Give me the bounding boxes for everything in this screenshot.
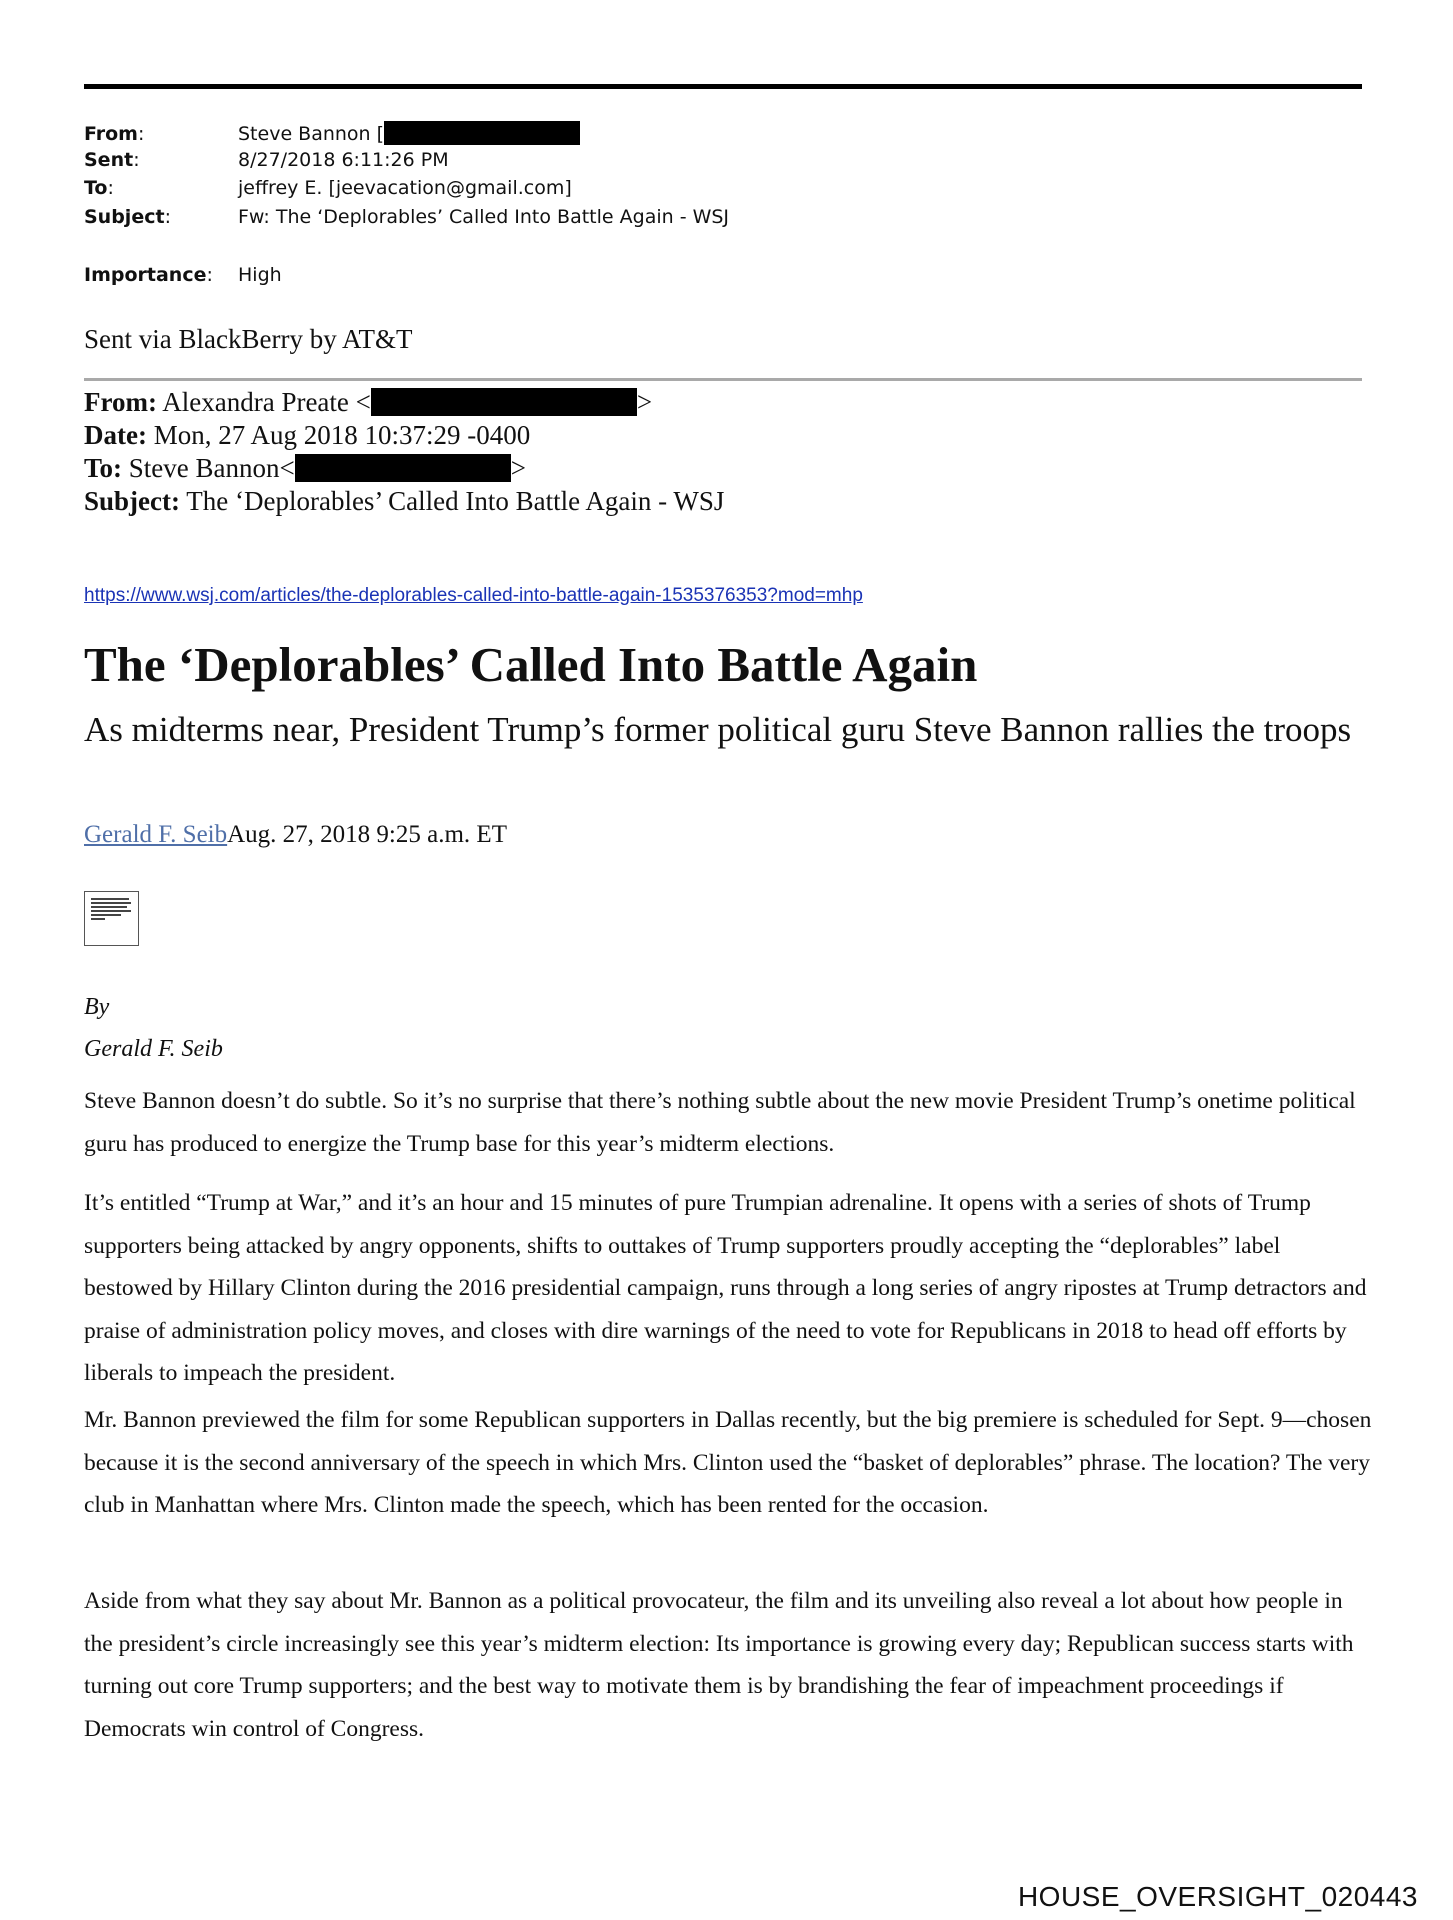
by-label: By <box>84 994 110 1020</box>
separator-rule <box>84 378 1362 381</box>
fwd-subject-value: The ‘Deplorables’ Called Into Battle Again - WSJ <box>186 486 725 516</box>
sent-label: Sent: <box>84 149 140 171</box>
fwd-subject-label: Subject: <box>84 486 180 516</box>
bates-number: HOUSE_OVERSIGHT_020443 <box>1017 1881 1418 1912</box>
fwd-date-value: Mon, 27 Aug 2018 10:37:29 -0400 <box>153 420 531 450</box>
header-subject-row <box>84 206 729 228</box>
from-value: Steve Bannon [ <box>238 123 385 145</box>
importance-value: High <box>238 264 282 286</box>
fwd-to-row <box>84 452 526 484</box>
fwd-date-row <box>84 419 530 451</box>
thumbnail-text-line <box>91 914 121 916</box>
subject-value: Fw: The ‘Deplorables’ Called Into Battle Again - WSJ <box>238 206 730 228</box>
fwd-from-value: Alexandra Preate < <box>162 387 371 417</box>
image-placeholder-thumbnail <box>84 891 139 946</box>
article-paragraph: Steve Bannon doesn’t do subtle. So it’s no surprise that there’s nothing subtle about the new movie President Trump’s onetime political guru has produced to energize the Trump base for this year’s midterm elections. <box>84 1088 1356 1157</box>
fwd-from-tail: > <box>636 387 653 417</box>
thumbnail-text-line <box>91 898 129 900</box>
header-importance-row <box>84 264 282 286</box>
sent-via-line: Sent via BlackBerry by AT&T <box>84 324 413 354</box>
article-paragraph: It’s entitled “Trump at War,” and it’s an hour and 15 minutes of pure Trumpian adrenaline. It opens with a series of shots of Trump supporters being attacked by angry opponents, shifts to outtakes of Trump supporters proudly accepting the “deplorables” label bestowed by Hillary Clinton during the 2016 presidential campaign, runs through a long series of angry ripostes at Trump detractors and praise of administration policy moves, and closes with dire warnings of the need to vote for Republicans in 2018 to head off efforts by liberals to impeach the president. <box>84 1190 1367 1386</box>
redaction-box <box>384 121 580 145</box>
article-url-link[interactable]: https://www.wsj.com/articles/the-deplorables-called-into-battle-again-1535376353?mod=mhp <box>84 585 863 606</box>
subject-label: Subject: <box>84 206 171 228</box>
header-to-row <box>84 177 572 199</box>
top-rule <box>84 84 1362 89</box>
author-name: Gerald F. Seib <box>84 1036 223 1062</box>
redaction-box <box>371 388 637 416</box>
thumbnail-text-line <box>91 906 127 908</box>
header-sent-row <box>84 149 449 171</box>
article-paragraph: Aside from what they say about Mr. Bannon as a political provocateur, the film and its unveiling also reveal a lot about how people in the president’s circle increasingly see this year’s midterm election: Its importance is growing every day; Republican success starts with turning out core Trump supporters; and the best way to motivate them is by brandishing the fear of impeachment proceedings if Democrats win control of Congress. <box>84 1588 1354 1742</box>
thumbnail-text-line <box>91 918 105 920</box>
to-value: jeffrey E. [jeevacation@gmail.com] <box>238 177 572 199</box>
header-from-row <box>84 121 580 145</box>
article-byline <box>84 820 507 850</box>
fwd-from-row <box>84 386 652 418</box>
fwd-date-label: Date: <box>84 420 147 450</box>
thumbnail-text-line <box>91 902 131 904</box>
redaction-box <box>295 454 511 482</box>
thumbnail-text-line <box>91 910 131 912</box>
to-label: To: <box>84 177 114 199</box>
fwd-to-tail: > <box>510 453 526 483</box>
fwd-to-value: Steve Bannon< <box>128 453 295 483</box>
article-subheadline: As midterms near, President Trump’s former political guru Steve Bannon rallies the troops <box>84 710 1352 749</box>
fwd-subject-row <box>84 485 724 517</box>
fwd-to-label: To: <box>84 453 123 483</box>
article-dateline: Aug. 27, 2018 9:25 a.m. ET <box>227 821 507 848</box>
article-paragraph: Mr. Bannon previewed the film for some Republican supporters in Dallas recently, but the big premiere is scheduled for Sept. 9—chosen because it is the second anniversary of the speech in which Mrs. Clinton used the “basket of deplorables” phrase. The location? The very club in Manhattan where Mrs. Clinton made the speech, which has been rented for the occasion. <box>84 1407 1372 1518</box>
author-link[interactable]: Gerald F. Seib <box>84 821 228 848</box>
from-label: From: <box>84 123 145 145</box>
importance-label: Importance: <box>84 264 213 286</box>
fwd-from-label: From: <box>84 387 157 417</box>
article-headline: The ‘Deplorables’ Called Into Battle Again <box>84 637 978 692</box>
sent-value: 8/27/2018 6:11:26 PM <box>238 149 449 171</box>
